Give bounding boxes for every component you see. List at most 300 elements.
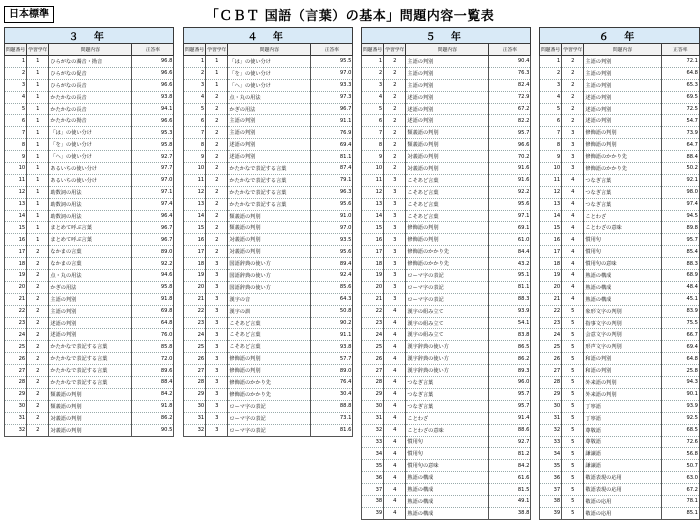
grade-level: 2 [206, 151, 228, 163]
question-number: 3 [5, 79, 27, 91]
question-number: 8 [184, 139, 206, 151]
table-row [184, 317, 353, 329]
question-number: 32 [540, 424, 562, 436]
grade-level: 2 [27, 281, 49, 293]
grade-level: 3 [206, 377, 228, 389]
table-row [362, 103, 531, 115]
correct-rate: 25.8 [661, 365, 699, 377]
question-topic: つなぎ言葉 [406, 377, 489, 389]
question-number: 10 [540, 163, 562, 175]
correct-rate: 97.3 [311, 91, 353, 103]
question-number: 1 [540, 56, 562, 68]
table-row [540, 151, 700, 163]
grade-level: 3 [384, 174, 406, 186]
question-topic: ひらがなの濁音・拗音 [49, 56, 132, 68]
question-topic: 対義語の判別 [49, 412, 132, 424]
table-row [362, 400, 531, 412]
column-header-topic: 問題内容 [406, 44, 489, 56]
question-number: 26 [184, 353, 206, 365]
question-topic: ことわざ [584, 210, 661, 222]
question-number: 33 [362, 436, 384, 448]
correct-rate: 48.4 [661, 281, 699, 293]
question-number: 23 [5, 317, 27, 329]
grade-level: 4 [384, 365, 406, 377]
question-number: 18 [5, 258, 27, 270]
question-topic: 熟語の構成 [584, 281, 661, 293]
table-row [184, 222, 353, 234]
table-row [5, 139, 174, 151]
correct-rate: 92.2 [132, 258, 174, 270]
correct-rate: 92.7 [489, 436, 531, 448]
grade-level: 2 [206, 127, 228, 139]
table-row [540, 424, 700, 436]
correct-rate: 69.5 [661, 91, 699, 103]
table-row [184, 281, 353, 293]
question-topic: まとめて呼ぶ言葉 [49, 234, 132, 246]
question-number: 39 [362, 507, 384, 519]
question-number: 3 [362, 79, 384, 91]
correct-rate: 50.7 [661, 460, 699, 472]
question-topic: こそあど言葉 [406, 210, 489, 222]
table-row [540, 234, 700, 246]
table-row [540, 56, 700, 68]
grade-heading: ３ 年 [5, 28, 174, 44]
table-row [184, 127, 353, 139]
table-row [540, 377, 700, 389]
question-topic: 熟語の構成 [584, 270, 661, 282]
question-topic: ローマ字の表記 [228, 412, 311, 424]
table-row [540, 388, 700, 400]
grade-level: 2 [206, 246, 228, 258]
question-number: 30 [540, 400, 562, 412]
table-row [5, 258, 174, 270]
question-topic: 国語辞典の使い方 [228, 281, 311, 293]
question-number: 18 [362, 258, 384, 270]
table-row [362, 91, 531, 103]
grade-level: 1 [27, 91, 49, 103]
question-topic: かたかなの長音 [49, 91, 132, 103]
correct-rate: 43.2 [489, 258, 531, 270]
correct-rate: 91.1 [311, 115, 353, 127]
grade-level: 4 [384, 472, 406, 484]
correct-rate: 83.8 [489, 329, 531, 341]
question-number: 4 [362, 91, 384, 103]
question-number: 1 [5, 56, 27, 68]
question-number: 28 [184, 377, 206, 389]
table-row [184, 103, 353, 115]
table-row [540, 127, 700, 139]
question-topic: 慣用句の意味 [406, 460, 489, 472]
question-topic: 謙譲語 [584, 460, 661, 472]
question-number: 25 [184, 341, 206, 353]
question-topic: かたかなで表記する言葉 [228, 163, 311, 175]
grade-level: 5 [562, 460, 584, 472]
column-header-level: 学習学年 [562, 44, 584, 56]
correct-rate: 30.4 [311, 388, 353, 400]
grade-level: 3 [206, 281, 228, 293]
grade-level: 1 [27, 210, 49, 222]
question-number: 31 [362, 412, 384, 424]
table-row [362, 198, 531, 210]
table-row [5, 127, 174, 139]
table-row [184, 400, 353, 412]
question-topic: 敬語表現の応用 [584, 472, 661, 484]
correct-rate: 95.6 [489, 198, 531, 210]
question-number: 15 [5, 222, 27, 234]
grade-level: 4 [562, 281, 584, 293]
question-topic: 修飾語のかかり先 [584, 151, 661, 163]
correct-rate: 86.2 [489, 353, 531, 365]
table-row [362, 127, 531, 139]
grade-level: 2 [27, 388, 49, 400]
grade-level: 1 [27, 163, 49, 175]
grade-level: 3 [206, 329, 228, 341]
correct-rate: 95.6 [311, 246, 353, 258]
question-number: 37 [540, 484, 562, 496]
question-number: 18 [184, 258, 206, 270]
correct-rate: 93.8 [311, 341, 353, 353]
grade-table-3 [4, 27, 174, 437]
grade-level: 5 [562, 305, 584, 317]
table-row [5, 234, 174, 246]
table-row [540, 163, 700, 175]
grade-level: 2 [27, 400, 49, 412]
table-row [362, 365, 531, 377]
grade-level: 5 [562, 329, 584, 341]
grade-table-4 [183, 27, 353, 437]
table-row [540, 174, 700, 186]
grade-level: 2 [384, 151, 406, 163]
grade-level: 5 [562, 448, 584, 460]
question-number: 6 [5, 115, 27, 127]
question-number: 24 [184, 329, 206, 341]
table-row [5, 174, 174, 186]
question-number: 25 [540, 341, 562, 353]
table-row [540, 341, 700, 353]
table-row [540, 79, 700, 91]
question-number: 7 [362, 127, 384, 139]
correct-rate: 68.9 [661, 270, 699, 282]
grade-level: 1 [27, 174, 49, 186]
question-number: 22 [184, 305, 206, 317]
question-number: 7 [540, 127, 562, 139]
grade-level: 2 [562, 67, 584, 79]
correct-rate: 63.0 [661, 472, 699, 484]
grade-level: 1 [27, 115, 49, 127]
table-row [184, 305, 353, 317]
question-number: 39 [540, 507, 562, 519]
grade-level: 5 [562, 317, 584, 329]
grade-level: 4 [562, 293, 584, 305]
question-number: 7 [184, 127, 206, 139]
question-number: 21 [540, 293, 562, 305]
table-row [184, 91, 353, 103]
question-topic: かたかなで表記する言葉 [228, 174, 311, 186]
correct-rate: 96.7 [132, 222, 174, 234]
question-number: 11 [540, 174, 562, 186]
table-row [5, 222, 174, 234]
table-row [362, 484, 531, 496]
question-topic: 和語の判別 [584, 353, 661, 365]
grade-level: 5 [562, 507, 584, 519]
question-number: 13 [540, 198, 562, 210]
grade-level: 4 [562, 174, 584, 186]
question-number: 16 [362, 234, 384, 246]
question-number: 5 [362, 103, 384, 115]
grade-level: 3 [384, 281, 406, 293]
question-number: 22 [540, 305, 562, 317]
question-topic: 修飾語のかかり先 [406, 258, 489, 270]
column-header-number: 問題番号 [362, 44, 384, 56]
grade-level: 3 [206, 412, 228, 424]
grade-level: 3 [206, 353, 228, 365]
question-number: 13 [5, 198, 27, 210]
question-number: 3 [540, 79, 562, 91]
grade-level: 2 [206, 139, 228, 151]
correct-rate: 67.2 [661, 484, 699, 496]
table-row [362, 67, 531, 79]
question-number: 11 [362, 174, 384, 186]
correct-rate: 72.6 [661, 436, 699, 448]
question-number: 17 [5, 246, 27, 258]
question-number: 26 [362, 353, 384, 365]
question-number: 6 [362, 115, 384, 127]
correct-rate: 69.4 [311, 139, 353, 151]
table-row [184, 270, 353, 282]
table-row [362, 174, 531, 186]
table-row [540, 400, 700, 412]
question-topic: 主語の判別 [49, 293, 132, 305]
table-row [184, 186, 353, 198]
grade-level: 5 [562, 365, 584, 377]
correct-rate: 93.9 [661, 400, 699, 412]
question-topic: あるいちの使い分け [49, 174, 132, 186]
table-row [184, 79, 353, 91]
grade-level: 5 [562, 377, 584, 389]
question-number: 14 [540, 210, 562, 222]
correct-rate: 72.5 [661, 103, 699, 115]
correct-rate: 96.6 [132, 79, 174, 91]
question-number: 20 [184, 281, 206, 293]
correct-rate: 97.0 [132, 174, 174, 186]
table-row [362, 281, 531, 293]
question-number: 15 [540, 222, 562, 234]
question-topic: あるいちの使い分け [49, 163, 132, 175]
correct-rate: 67.2 [489, 103, 531, 115]
question-number: 17 [184, 246, 206, 258]
column-header-topic: 問題内容 [228, 44, 311, 56]
correct-rate: 64.3 [311, 293, 353, 305]
table-row [5, 305, 174, 317]
question-number: 19 [362, 270, 384, 282]
question-number: 37 [362, 484, 384, 496]
question-topic: 熟語の構成 [406, 472, 489, 484]
question-topic: 丁寧語 [584, 412, 661, 424]
table-row [362, 341, 531, 353]
question-topic: かたかなで表記する言葉 [49, 377, 132, 389]
correct-rate: 90.4 [489, 56, 531, 68]
grade-level: 1 [27, 79, 49, 91]
question-topic: ことわざの意味 [406, 424, 489, 436]
grade-level: 4 [384, 377, 406, 389]
question-number: 16 [184, 234, 206, 246]
grade-level: 2 [27, 341, 49, 353]
question-topic: 修飾語のかかり先 [228, 377, 311, 389]
grade-level: 4 [384, 448, 406, 460]
correct-rate: 66.7 [661, 329, 699, 341]
grade-level: 2 [562, 103, 584, 115]
page-title: 「ＣＢＴ 国語（言葉）の基本」問題内容一覧表 [205, 9, 495, 24]
question-number: 10 [362, 163, 384, 175]
grade-level: 5 [562, 436, 584, 448]
question-number: 9 [540, 151, 562, 163]
question-topic: つなぎ言葉 [584, 186, 661, 198]
question-number: 27 [540, 365, 562, 377]
question-topic: なかまの言葉 [49, 258, 132, 270]
grade-heading: ６ 年 [540, 28, 700, 44]
table-row [184, 388, 353, 400]
table-row [184, 258, 353, 270]
question-topic: まとめて呼ぶ言葉 [49, 222, 132, 234]
table-row [362, 139, 531, 151]
question-number: 20 [5, 281, 27, 293]
grade-level: 4 [384, 460, 406, 472]
correct-rate: 96.4 [132, 210, 174, 222]
table-row [540, 507, 700, 519]
grade-level: 3 [562, 139, 584, 151]
question-number: 20 [362, 281, 384, 293]
table-row [540, 484, 700, 496]
correct-rate: 95.8 [132, 139, 174, 151]
correct-rate: 89.3 [489, 365, 531, 377]
correct-rate: 96.0 [489, 377, 531, 389]
correct-rate: 95.5 [311, 56, 353, 68]
table-row [184, 139, 353, 151]
table-row [362, 305, 531, 317]
grade-level: 2 [27, 424, 49, 436]
question-topic: 尊敬語 [584, 424, 661, 436]
question-topic: 敬語の応用 [584, 507, 661, 519]
question-number: 14 [184, 210, 206, 222]
correct-rate: 96.7 [132, 234, 174, 246]
table-row [362, 270, 531, 282]
question-number: 1 [184, 56, 206, 68]
question-topic: ことわざ [406, 412, 489, 424]
question-number: 31 [184, 412, 206, 424]
grade-level: 2 [562, 115, 584, 127]
grade-level: 1 [27, 56, 49, 68]
question-topic: こそあど言葉 [406, 186, 489, 198]
question-number: 13 [362, 198, 384, 210]
question-topic: 熟語の構成 [406, 507, 489, 519]
grade-level: 2 [384, 103, 406, 115]
grade-level: 1 [27, 139, 49, 151]
question-topic: 述語の判別 [584, 91, 661, 103]
grade-level: 3 [206, 305, 228, 317]
correct-rate: 90.5 [132, 424, 174, 436]
question-topic: ローマ字の表記 [406, 281, 489, 293]
correct-rate: 49.1 [489, 495, 531, 507]
question-topic: 会意文字の判別 [584, 329, 661, 341]
question-number: 23 [362, 317, 384, 329]
question-topic: 「へ」の使い分け [228, 79, 311, 91]
correct-rate: 89.8 [661, 222, 699, 234]
correct-rate: 89.0 [132, 246, 174, 258]
correct-rate: 64.8 [661, 353, 699, 365]
question-topic: 外来語の判別 [584, 388, 661, 400]
grade-level: 5 [562, 472, 584, 484]
grade-level: 3 [206, 341, 228, 353]
question-topic: こそあど言葉 [406, 198, 489, 210]
correct-rate: 91.0 [311, 210, 353, 222]
question-number: 31 [540, 412, 562, 424]
question-topic: 漢字の組み立て [406, 317, 489, 329]
grade-level: 3 [384, 198, 406, 210]
question-topic: 熟語の構成 [406, 484, 489, 496]
grade-level: 2 [27, 365, 49, 377]
table-row [5, 67, 174, 79]
question-topic: 類義語の判別 [228, 210, 311, 222]
question-number: 36 [540, 472, 562, 484]
correct-rate: 76.0 [132, 329, 174, 341]
grade-level: 5 [562, 424, 584, 436]
question-number: 4 [540, 91, 562, 103]
question-number: 38 [540, 495, 562, 507]
table-row [362, 353, 531, 365]
question-topic: 漢字辞典の使い方 [406, 353, 489, 365]
table-row [362, 234, 531, 246]
grade-level: 2 [206, 210, 228, 222]
correct-rate: 94.5 [661, 210, 699, 222]
question-number: 14 [362, 210, 384, 222]
grade-level: 2 [206, 234, 228, 246]
correct-rate: 91.8 [132, 293, 174, 305]
question-number: 32 [362, 424, 384, 436]
question-topic: 漢字辞典の使い方 [406, 365, 489, 377]
correct-rate: 95.7 [489, 127, 531, 139]
question-topic: 述語の判別 [49, 317, 132, 329]
question-number: 24 [540, 329, 562, 341]
table-row [362, 507, 531, 519]
table-row [362, 424, 531, 436]
table-row [362, 388, 531, 400]
question-topic: 修飾語のかかり先 [406, 246, 489, 258]
question-number: 5 [540, 103, 562, 115]
question-number: 8 [5, 139, 27, 151]
table-row [184, 424, 353, 436]
table-row [5, 377, 174, 389]
grade-level: 2 [27, 317, 49, 329]
correct-rate: 87.4 [311, 163, 353, 175]
correct-rate: 95.7 [489, 400, 531, 412]
grade-level: 2 [384, 139, 406, 151]
table-row [540, 329, 700, 341]
correct-rate: 88.6 [489, 424, 531, 436]
correct-rate: 97.4 [661, 198, 699, 210]
question-number: 7 [5, 127, 27, 139]
correct-rate: 76.3 [489, 67, 531, 79]
question-number: 13 [184, 198, 206, 210]
correct-rate: 72.1 [661, 56, 699, 68]
table-row [540, 317, 700, 329]
table-row [362, 448, 531, 460]
question-topic: 述語の判別 [228, 151, 311, 163]
correct-rate: 85.8 [132, 341, 174, 353]
question-topic: 修飾語の判別 [406, 234, 489, 246]
column-header-level: 学習学年 [27, 44, 49, 56]
correct-rate: 96.7 [311, 103, 353, 115]
table-row [362, 151, 531, 163]
